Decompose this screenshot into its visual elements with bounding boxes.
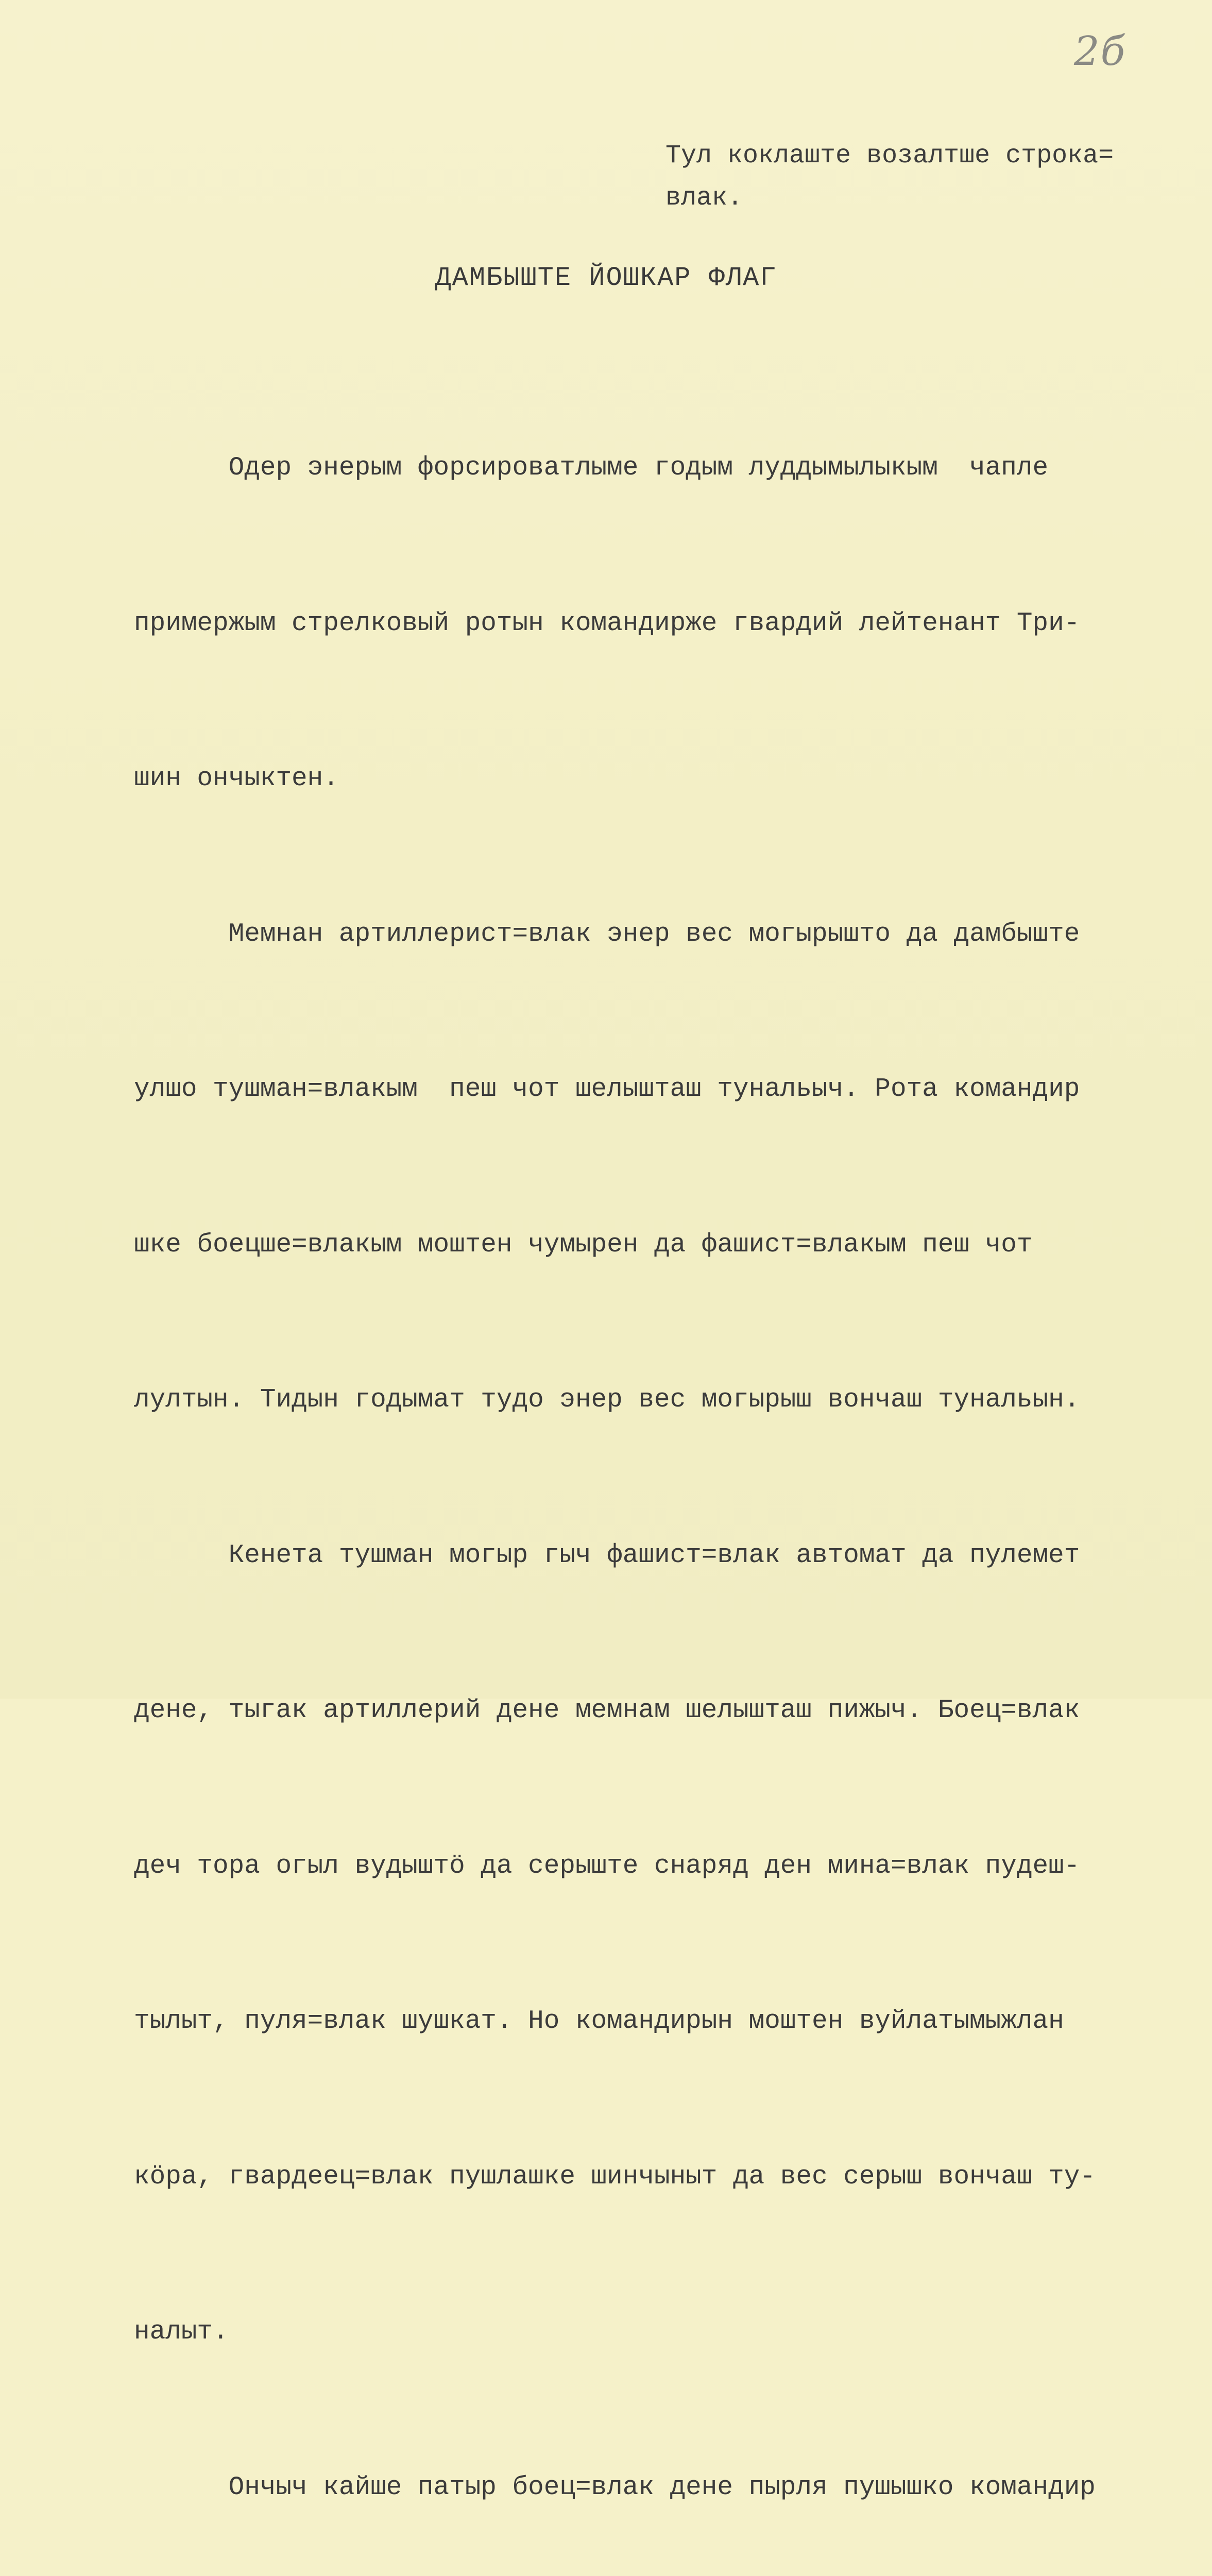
text-line: Мемнан артиллерист=влак энер вес могырышто да дамбыште [134,919,1080,949]
text-line: кöра, гвардеец=влак пушлашке шинчыныт да вес серыш вончаш ту- [134,2162,1096,2192]
text-line: деч тора огыл вудыштö да серыште снаряд ден мина=влак пудеш- [134,1851,1080,1881]
text-line: налыт. [134,2317,229,2347]
text-line: дене, тыгак артиллерий дене мемнам шелышташ пижыч. Боец=влак [134,1696,1080,1725]
page-number: 2б [1074,28,1126,75]
text-line: Кенета тушман могыр гыч фашист=влак автомат да пулемет [134,1540,1080,1570]
body-text [134,339,1210,2576]
text-line: лултын. Тидын годымат тудо энер вес могырыш вончаш тунальын. [134,1385,1080,1415]
text-line: улшо тушман=влакым пеш чот шелышташ тунальыч. Рота командир [134,1075,1080,1104]
editor-note: Тул коклаште возалтше строка= влак. [665,141,1114,213]
text-line: шке боецше=влакым моштен чумырен да фашист=влакым пеш чот [134,1230,1033,1260]
text-line: Одер энерым форсироватлыме годым луддымылыкым чапле [134,453,1049,483]
text-line: шин ончыктен. [134,764,339,793]
document-title: ДАМБЫШТЕ ЙОШКАР ФЛАГ [435,263,777,293]
text-line: Ончыч кайше патыр боец=влак дене пырля пушышко командир [134,2472,1096,2502]
text-line: примержым стрелковый ротын командирже гвардий лейтенант Три- [134,608,1080,638]
text-line: тылыт, пуля=влак шушкат. Но командирын моштен вуйлатымыжлан [134,2007,1064,2036]
